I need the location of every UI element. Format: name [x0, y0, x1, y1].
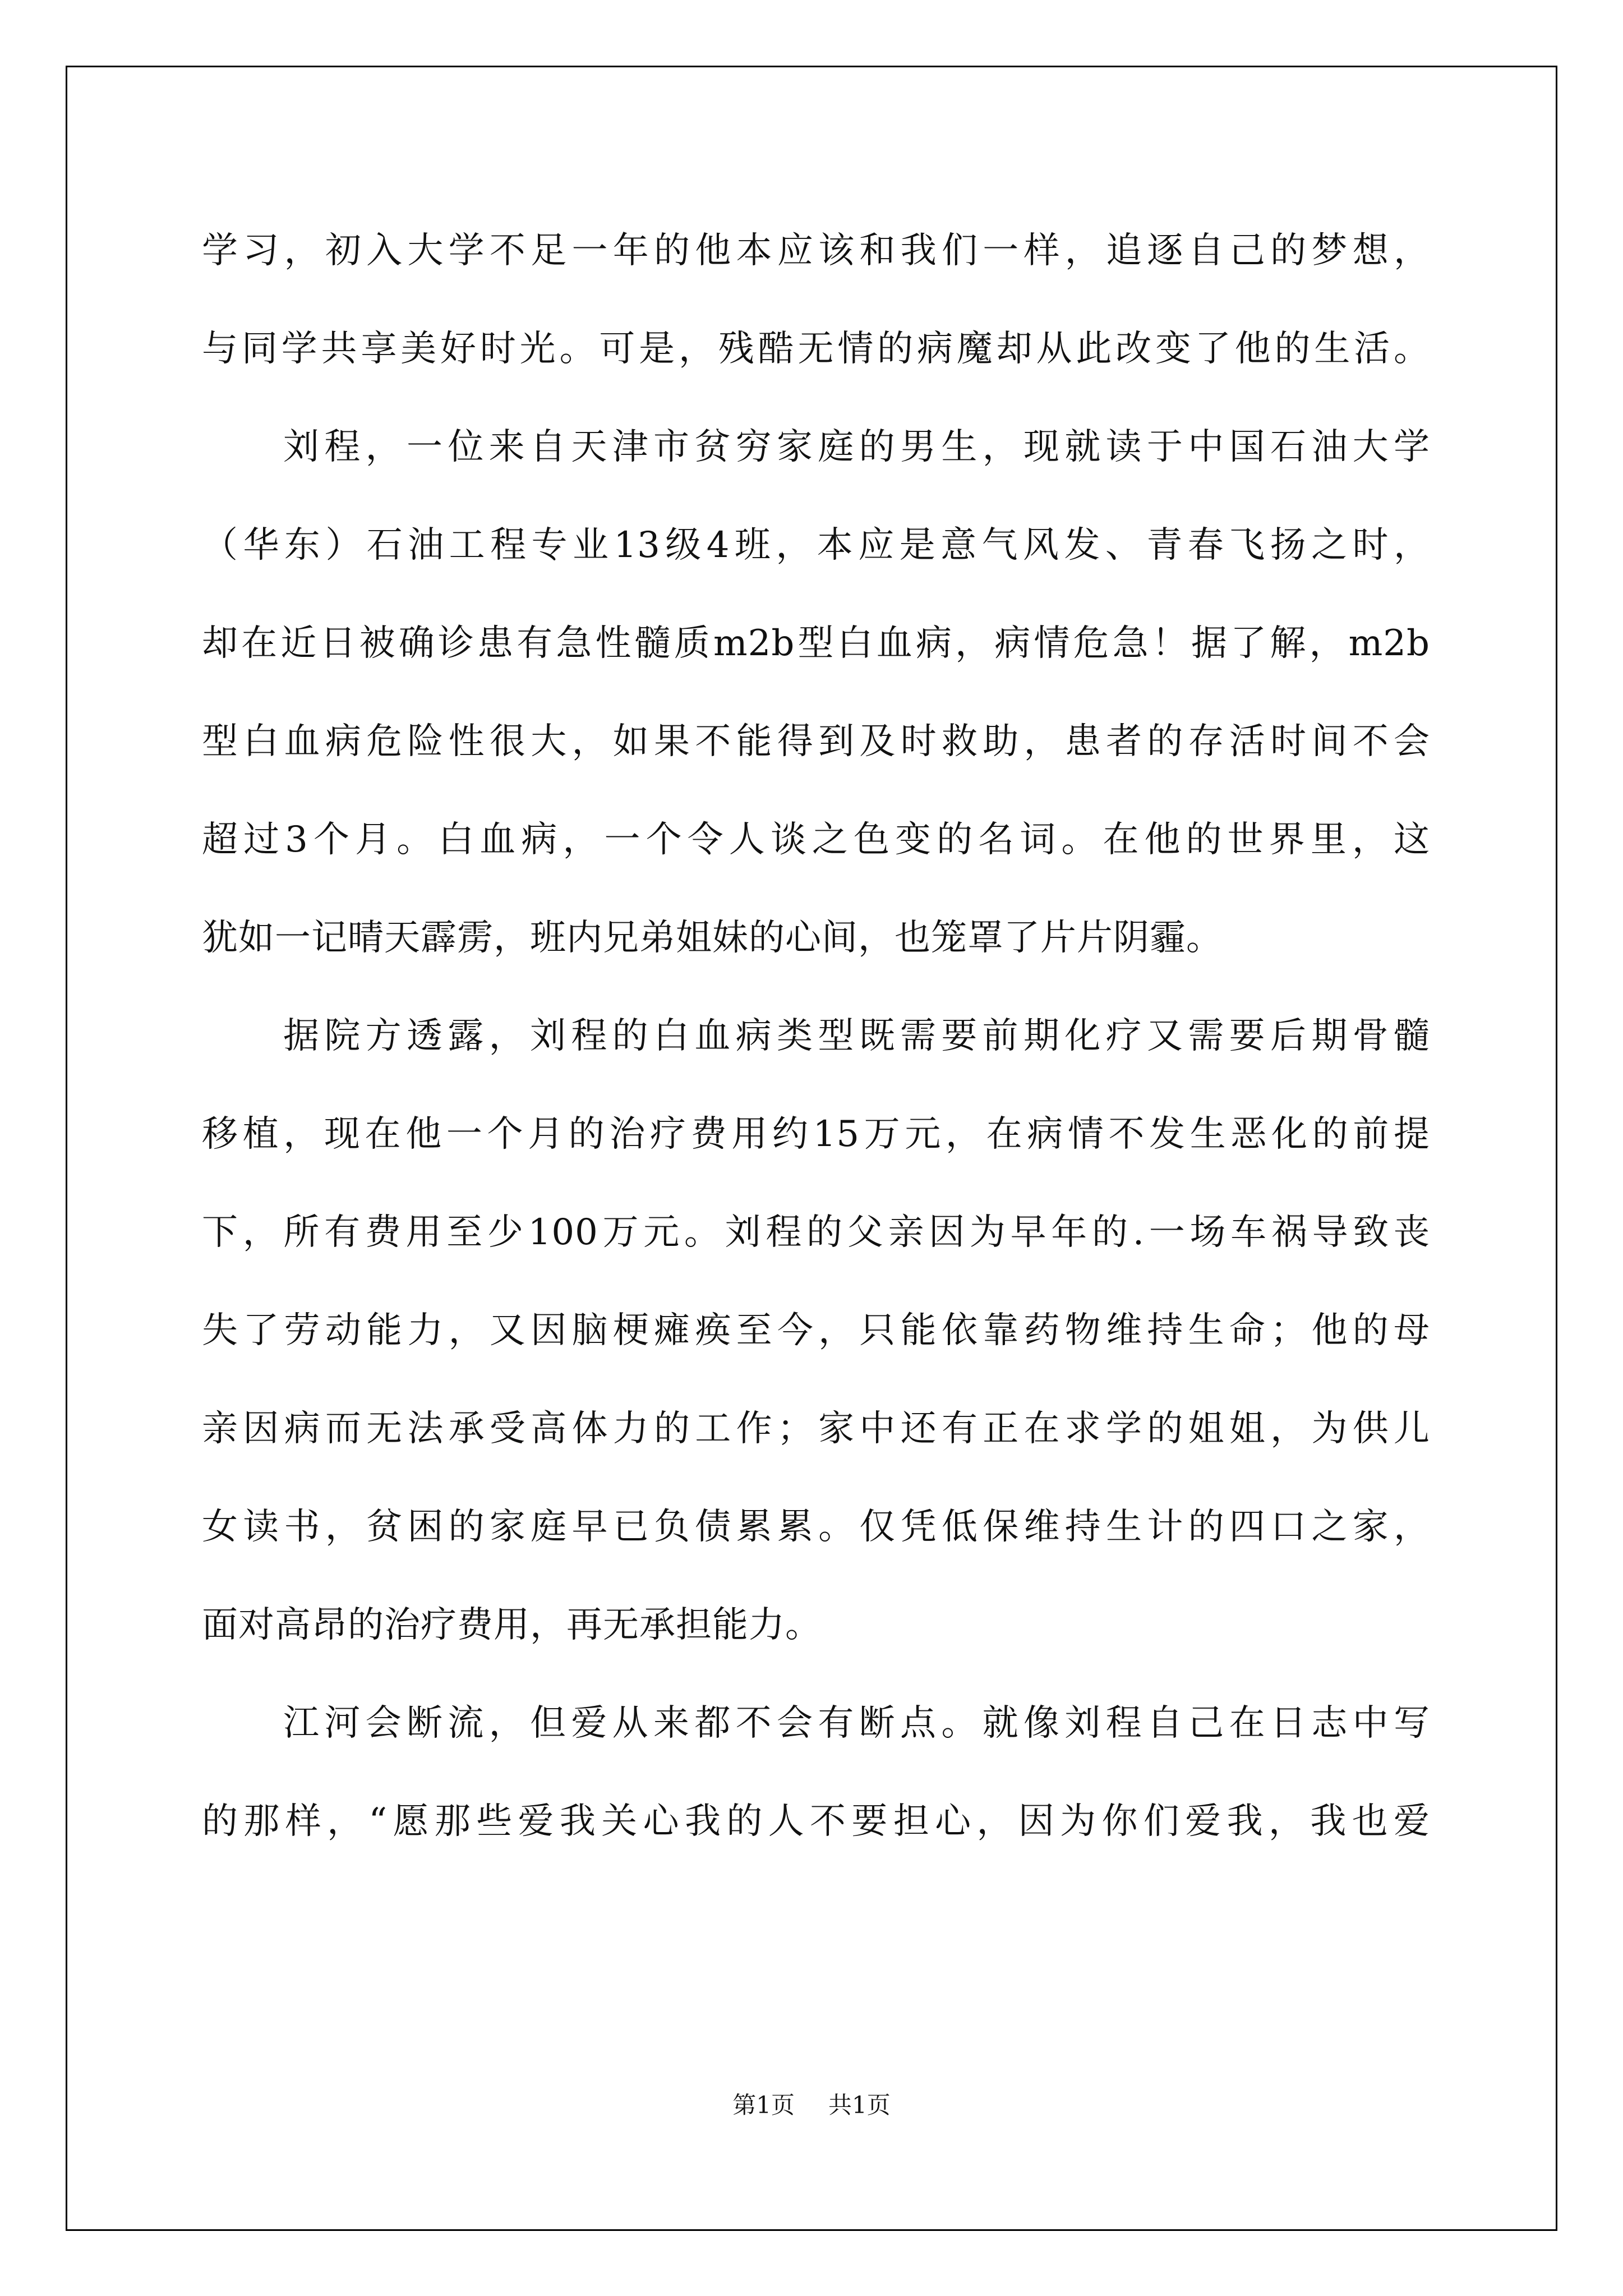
- document-body: [202, 202, 1430, 1871]
- text-line: 超过3个月。白血病，一个令人谈之色变的名词。在他的世界里，这: [202, 819, 1430, 861]
- page-footer: [0, 2087, 1623, 2120]
- text-line: 刘程，一位来自天津市贫穷家庭的男生，现就读于中国石油大学: [283, 426, 1430, 468]
- text-line: 江河会断流，但爱从来都不会有断点。就像刘程自己在日志中写: [283, 1703, 1430, 1744]
- text-line: 的那样，“愿那些爱我关心我的人不要担心，因为你们爱我，我也爱: [202, 1801, 1430, 1842]
- text-line: 犹如一记晴天霹雳，班内兄弟姐妹的心间，也笼罩了片片阴霾。: [202, 917, 1223, 959]
- text-line: 与同学共享美好时光。可是，残酷无情的病魔却从此改变了他的生活。: [202, 328, 1430, 370]
- text-line: 却在近日被确诊患有急性髓质m2b型白血病，病情危急！据了解，m2b: [202, 623, 1430, 664]
- text-line: 下，所有费用至少100万元。刘程的父亲因为早年的.一场车祸导致丧: [202, 1212, 1430, 1253]
- text-line: 移植，现在他一个月的治疗费用约15万元，在病情不发生恶化的前提: [202, 1114, 1430, 1155]
- page-total: 共1页: [828, 2091, 891, 2119]
- text-line: 型白血病危险性很大，如果不能得到及时救助，患者的存活时间不会: [202, 721, 1430, 762]
- text-line: 亲因病而无法承受高体力的工作；家中还有正在求学的姐姐，为供儿: [202, 1408, 1430, 1450]
- text-line: 失了劳动能力，又因脑梗瘫痪至今，只能依靠药物维持生命；他的母: [202, 1310, 1430, 1351]
- page-number: 第1页: [732, 2091, 795, 2119]
- text-line: 据院方透露，刘程的白血病类型既需要前期化疗又需要后期骨髓: [283, 1015, 1430, 1057]
- text-line: 学习，初入大学不足一年的他本应该和我们一样，追逐自己的梦想，: [202, 230, 1430, 272]
- text-line: 女读书，贫困的家庭早已负债累累。仅凭低保维持生计的四口之家，: [202, 1506, 1430, 1548]
- text-line: 面对高昂的治疗费用，再无承担能力。: [202, 1604, 822, 1646]
- text-line: （华东）石油工程专业13级4班，本应是意气风发、青春飞扬之时，: [202, 524, 1430, 566]
